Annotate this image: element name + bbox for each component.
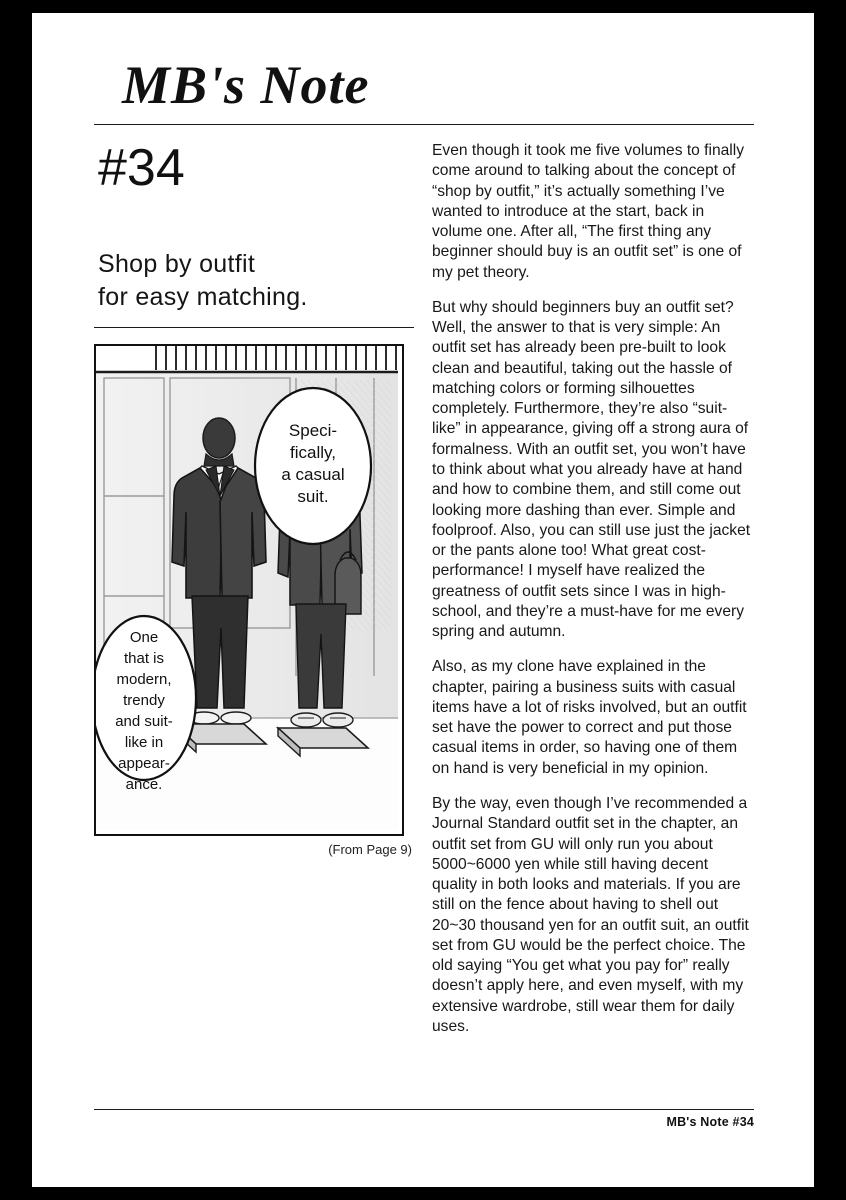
- bubble-bottom-line-6: like in: [124, 734, 164, 752]
- bubble-bottom-line-7: appear-: [118, 755, 170, 773]
- subtitle-line-2: for easy matching.: [98, 283, 308, 312]
- footer: [94, 1109, 754, 1129]
- bubble-top-line-1: Speci-: [288, 421, 338, 441]
- section-subtitle: [94, 248, 414, 316]
- bubble-bottom-line-5: and suit-: [115, 713, 173, 731]
- bubble-top-line-4: suit.: [297, 487, 329, 507]
- bubble-bottom-line-1: One: [129, 629, 159, 647]
- title-divider: [94, 124, 754, 125]
- subtitle-line-1: Shop by outfit: [98, 249, 256, 278]
- bubble-top-line-3: a casual: [281, 465, 345, 485]
- two-column-layout: [94, 141, 754, 1101]
- panel-source-caption: (From Page 9): [328, 842, 412, 858]
- right-column-text: [414, 141, 754, 1101]
- bubble-bottom-line-3: modern,: [116, 671, 172, 689]
- footer-divider: [94, 1109, 754, 1110]
- left-column: [94, 141, 414, 1101]
- body-paragraph: By the way, even though I’ve recommended a Journal Standard outfit set in the chapter, an outfit set from GU will only run you about 5000~6000 yen while still having decent quality in both looks and materials. If you are still on the fence about having to shell out 20~30 thousand yen for an outfit suit, an outfit set from GU would be the perfect choice. The old saying “You get what you pay for” really doesn’t apply here, and even myself, with my extensive wardrobe, still wear them for daily uses.: [432, 794, 749, 1035]
- body-paragraph: But why should beginners buy an outfit set? Well, the answer to that is very simple: An outfit set has already been pre-built to look clean and beautiful, taking out the hassle of matching colors or forming silhouettes completely. Furthermore, they’re also “suit-like” in appearance, giving off a strong aura of formalness. With an outfit set, you won’t have to think about what you already have at hand and how to combine them, and still come out looking more dashing than ever. Simple and foolproof. Also, you can still use just the jacket or the pants alone too! What great cost-performance! I myself have realized the greatness of outfit sets since I was in high-school, and they’re a must-have for me every spring and autumn.: [432, 298, 751, 641]
- manga-panel: [94, 344, 404, 836]
- page-title: MB's Note: [122, 55, 370, 115]
- speech-bubble-top: [255, 388, 371, 544]
- bubble-bottom-line-4: trendy: [123, 692, 165, 710]
- manga-illustration: [96, 346, 398, 830]
- issue-number: #34: [98, 139, 185, 197]
- page-sheet: [32, 13, 814, 1187]
- header: [94, 55, 754, 125]
- bubble-top-line-2: fically,: [290, 443, 336, 463]
- body-paragraph: Even though it took me five volumes to finally come around to talking about the concept of “shop by outfit,” it’s actually something I’ve wanted to introduce at the start, back in volume one. After all, “The first thing any beginner should buy is an outfit set” is one of my pet theory.: [432, 142, 745, 281]
- page-content: [94, 55, 754, 1143]
- bubble-bottom-line-8: ance.: [125, 776, 163, 794]
- body-paragraph: Also, as my clone have explained in the chapter, pairing a business suits with casual items have a lot of risks involved, but an outfit set have the power to correct and put those casual items in order, so having one of them on hand is very beneficial in my opinion.: [432, 658, 747, 777]
- bubble-bottom-line-2: that is: [123, 650, 165, 668]
- footer-label: MB's Note #34: [666, 1115, 754, 1129]
- subtitle-divider: [94, 327, 414, 328]
